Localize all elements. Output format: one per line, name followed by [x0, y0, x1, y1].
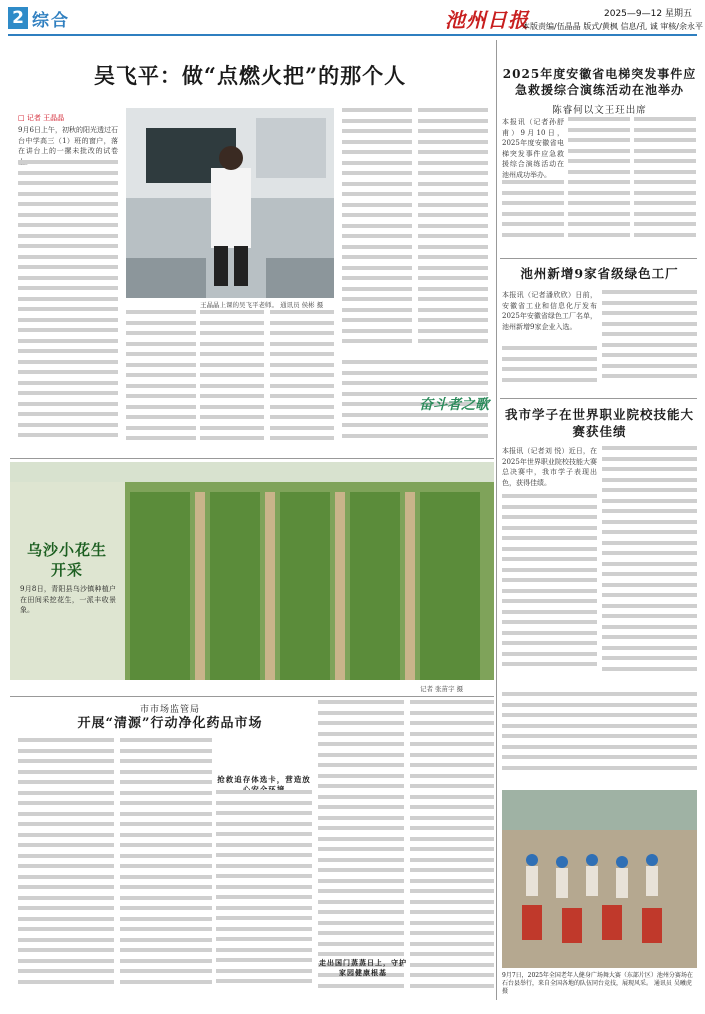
- story4-text2: [602, 446, 697, 684]
- divider-lead-bottom: [10, 458, 494, 459]
- lead-text-col2: [126, 310, 196, 450]
- story3-intro: 本报讯（记者潘欣欣）日前，安徽省工业和信息化厅发布2025年安徽省绿色工厂名单，池州新增9家企业入选。: [502, 291, 597, 331]
- section-name: 综合: [32, 11, 70, 31]
- divider-main: [496, 40, 497, 1000]
- struggler-badge: 奋斗者之歌: [419, 397, 489, 413]
- lead-headline: 吴飞平：做“点燃火把”的那个人: [93, 63, 407, 88]
- story6-text-col2: [120, 738, 212, 1000]
- story3-text2: [602, 290, 697, 390]
- story2-subtitle: 陈睿何以文王玨出席: [552, 105, 647, 116]
- story2-text3: [634, 117, 696, 250]
- page-number: 2: [8, 7, 28, 29]
- dance-photo: [502, 790, 697, 968]
- story4-headline: 我市学子在世界职业院校技能大赛获佳绩: [504, 407, 694, 439]
- editor-credits: 本版责编/伍晶晶 版式/黄枫 信息/孔 诚 审核/余永平: [522, 22, 703, 31]
- lead-text-col3: [200, 310, 264, 450]
- peanut-caption: 9月8日，青阳县乌沙镇种植户在田间采挖花生，一派丰收景象。: [20, 585, 116, 614]
- dance-photo-caption: 9月7日，2025年全国老年人健身广场舞大赛（东部片区）池州分赛场在石台县举行，来自全国各地的队伍同台竞技，展现风采。 通讯员 吴曦虎 摄: [502, 972, 693, 995]
- story6-subhead: 抢救追存体选卡，营造放: [217, 775, 311, 784]
- newspaper-logo: 池州日报: [445, 8, 529, 32]
- story6-subhead2: 走出国门蒸蒸日上，守护家园健康根基: [319, 958, 407, 977]
- lead-intro: 9月6日上午，初秋的阳光透过石台中学高三（1）班的窗户，落在讲台上的一摞未批改的试卷: [18, 126, 118, 155]
- divider-story3: [500, 398, 697, 399]
- story3-text: [502, 346, 597, 392]
- story6-text-col4: [318, 700, 404, 1000]
- story4-text: [502, 494, 597, 684]
- divider-story2: [500, 258, 697, 259]
- story6-text-col5: [410, 700, 494, 1000]
- story2-text2: [568, 117, 630, 250]
- story6-text-col3: [216, 790, 312, 1000]
- teacher-photo: [126, 108, 334, 298]
- story6-headline: 开展“清源”行动净化药品市场: [77, 716, 263, 731]
- story2-headline: 2025年度安徽省电梯突发事件应急救援综合演练活动在池举办: [502, 67, 697, 97]
- peanut-headline: 乌沙小花生开采: [26, 541, 107, 579]
- lead-text-col6: [418, 108, 488, 353]
- page-header: [0, 0, 705, 34]
- story2-text: [502, 180, 564, 250]
- story2-intro: 本报讯（记者孙舒甫）9月10日，2025年度安徽省电梯突发事件应急救援综合演练活动在池州成功举办。: [502, 118, 564, 179]
- header-rule: [8, 34, 697, 36]
- lead-text-col1: [18, 160, 118, 450]
- peanut-byline: 记者 张苗宇 摄: [420, 685, 464, 693]
- story4-intro: 本报讯（记者刘 悦）近日，在2025年世界职业院校技能大赛总决赛中，我市学子表现出色，获得佳绩。: [502, 447, 597, 487]
- divider-story6: [10, 696, 494, 697]
- lead-text-col4: [270, 310, 334, 450]
- story4-text3: [502, 692, 697, 782]
- story6-kicker: 市市场监管局: [139, 705, 200, 715]
- story3-headline: 池州新增9家省级绿色工厂: [520, 266, 679, 281]
- teacher-photo-caption: 王晶晶上课的吴飞平老师。 通讯员 侯彬 摄: [200, 301, 324, 309]
- lead-byline: □ 记者 王晶晶: [18, 114, 65, 122]
- lead-text-col5: [342, 108, 412, 353]
- issue-date: 2025—9—12 星期五: [604, 9, 692, 19]
- story6-text-col1: [18, 738, 114, 1000]
